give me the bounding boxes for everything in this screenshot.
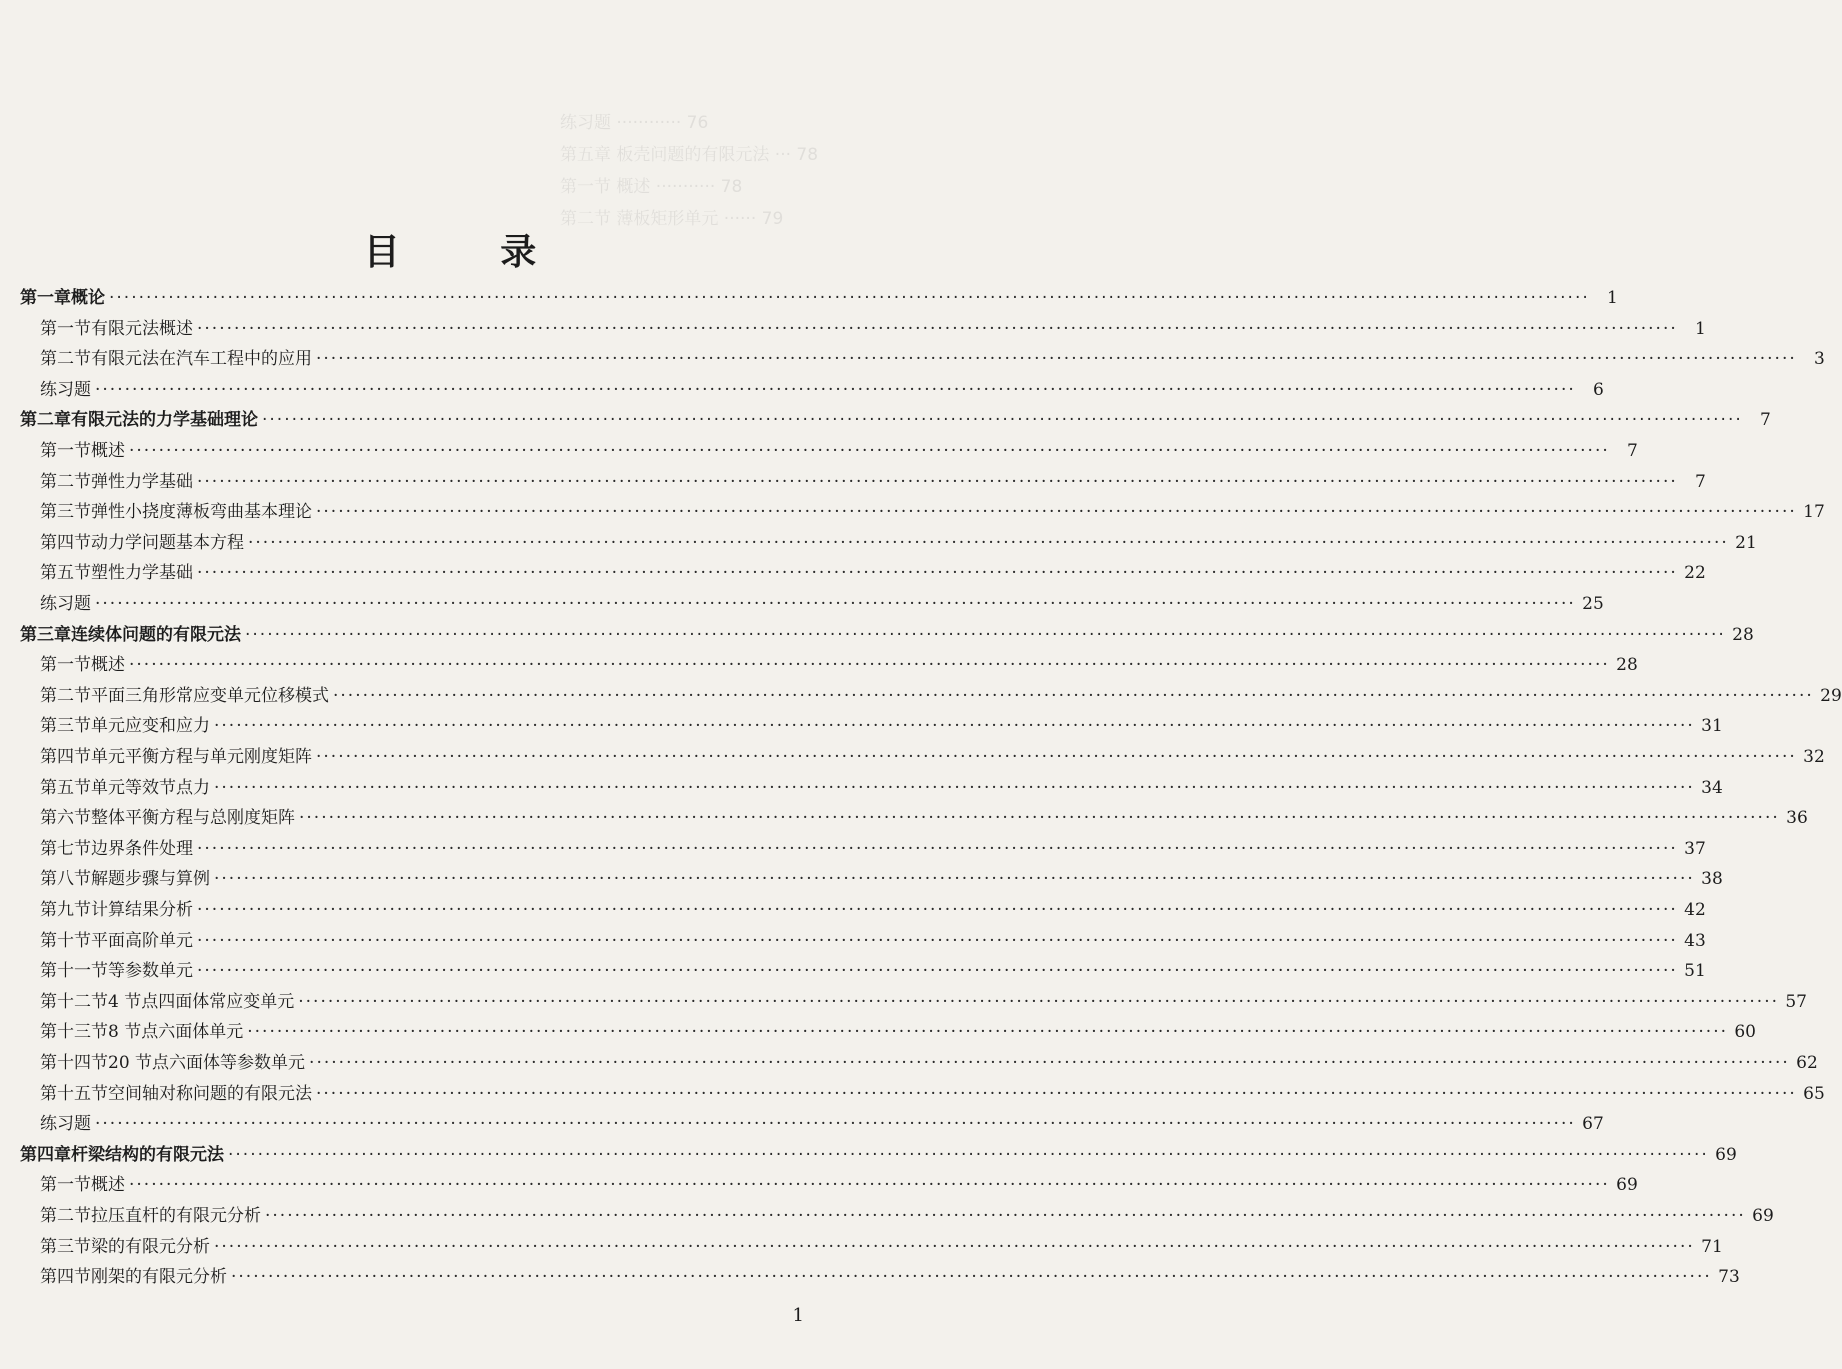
entry-number: 第四节 — [40, 1267, 91, 1288]
entry-number: 第十一节 — [40, 961, 108, 982]
entry-title: 单元平衡方程与单元刚度矩阵 — [91, 747, 312, 767]
entry-number: 第一节 — [40, 1175, 91, 1196]
entry-number: 第三节 — [40, 716, 91, 737]
toc-chapter-entry[interactable] — [20, 284, 1618, 312]
entry-page-number: 51 — [1684, 961, 1706, 982]
entry-number: 第十三节 — [40, 1022, 108, 1043]
entry-number: 第十二节 — [40, 991, 108, 1012]
toc-chapter-entry[interactable] — [20, 406, 1771, 434]
toc-section-entry[interactable] — [40, 896, 1706, 924]
dot-leader: ········································································································································································································ — [247, 1022, 1728, 1043]
dot-leader: ········································································································································································································ — [197, 961, 1678, 982]
entry-page-number: 25 — [1582, 594, 1604, 614]
entry-page-number: 31 — [1701, 716, 1723, 737]
toc-chapter-entry[interactable] — [20, 621, 1754, 649]
entry-page-number: 42 — [1684, 900, 1706, 920]
entry-page-number: 3 — [1813, 349, 1825, 370]
entry-page-number: 43 — [1684, 930, 1706, 951]
entry-page-number: 38 — [1701, 869, 1723, 890]
entry-title: 杆梁结构的有限元法 — [71, 1144, 224, 1165]
entry-number: 第二节 — [40, 349, 91, 370]
entry-number: 第二章 — [20, 410, 71, 431]
entry-number: 第九节 — [40, 900, 91, 920]
toc-exercise-entry[interactable] — [40, 1110, 1604, 1138]
toc-section-entry[interactable] — [40, 1171, 1638, 1199]
entry-number: 第四章 — [20, 1144, 71, 1165]
entry-number: 第八节 — [40, 869, 91, 890]
entry-number: 第二节 — [40, 471, 91, 492]
entry-title: 平面高阶单元 — [91, 930, 193, 951]
toc-section-entry[interactable] — [40, 835, 1706, 863]
toc-section-entry[interactable] — [40, 927, 1706, 955]
entry-page-number: 37 — [1684, 838, 1706, 859]
toc-section-entry[interactable] — [40, 865, 1723, 893]
toc-section-entry[interactable] — [40, 1049, 1818, 1077]
toc-section-entry[interactable] — [40, 804, 1808, 832]
entry-page-number: 67 — [1582, 1114, 1604, 1135]
dot-leader: ········································································································································································································ — [197, 563, 1678, 584]
entry-page-number: 65 — [1803, 1083, 1825, 1104]
entry-number: 第五节 — [40, 563, 91, 584]
entry-title: 概述 — [91, 441, 125, 461]
entry-page-number: 17 — [1803, 502, 1825, 523]
entry-number: 第十五节 — [40, 1083, 108, 1104]
toc-section-entry[interactable] — [40, 743, 1825, 771]
dot-leader: ········································································································································································································ — [109, 288, 1590, 308]
toc-chapter-entry[interactable] — [20, 1141, 1737, 1169]
dot-leader: ········································································································································································································ — [197, 900, 1678, 920]
entry-page-number: 60 — [1734, 1022, 1756, 1043]
entry-number: 第三章 — [20, 624, 71, 645]
toc-section-entry[interactable] — [40, 468, 1706, 496]
dot-leader: ········································································································································································································ — [95, 1114, 1576, 1135]
toc-section-entry[interactable] — [40, 498, 1825, 526]
dot-leader: ········································································································································································································ — [333, 685, 1814, 706]
dot-leader: ········································································································································································································ — [316, 502, 1797, 523]
dot-leader: ········································································································································································································ — [197, 318, 1678, 339]
dot-leader: ········································································································································································································ — [228, 1144, 1709, 1165]
entry-title: 等参数单元 — [108, 961, 193, 982]
entry-number: 第二节 — [40, 685, 91, 706]
dot-leader: ········································································································································································································ — [309, 1053, 1790, 1073]
entry-title: 单元等效节点力 — [91, 777, 210, 798]
toc-section-entry[interactable] — [40, 1233, 1723, 1261]
entry-number: 第一节 — [40, 318, 91, 339]
entry-page-number: 1 — [1606, 288, 1618, 308]
entry-title: 有限元法在汽车工程中的应用 — [91, 349, 312, 370]
dot-leader: ········································································································································································································ — [129, 1175, 1610, 1196]
entry-title: 概论 — [71, 288, 105, 308]
entry-number: 第五节 — [40, 777, 91, 798]
show-through-text: 第二节 薄板矩形单元 ······ 79 — [560, 209, 784, 229]
toc-section-entry[interactable] — [40, 682, 1842, 710]
entry-title: 平面三角形常应变单元位移模式 — [91, 685, 329, 706]
entry-title: 动力学问题基本方程 — [91, 532, 244, 553]
toc-exercise-entry[interactable] — [40, 590, 1604, 618]
toc-section-entry[interactable] — [40, 529, 1757, 557]
toc-section-entry[interactable] — [40, 1263, 1740, 1291]
entry-number: 第一章 — [20, 288, 71, 308]
entry-page-number: 22 — [1684, 563, 1706, 584]
entry-title: 4 节点四面体常应变单元 — [108, 991, 295, 1012]
dot-leader: ········································································································································································································ — [95, 594, 1576, 614]
entry-title: 整体平衡方程与总刚度矩阵 — [91, 808, 295, 829]
toc-exercise-entry[interactable] — [40, 376, 1604, 404]
dot-leader: ········································································································································································································ — [248, 532, 1729, 553]
page-title: 目 录 — [363, 231, 581, 273]
entry-number: 第三节 — [40, 1236, 91, 1257]
entry-page-number: 7 — [1626, 441, 1638, 461]
entry-title: 弹性小挠度薄板弯曲基本理论 — [91, 502, 312, 523]
entry-page-number: 69 — [1752, 1206, 1774, 1226]
page-number: 1 — [792, 1305, 804, 1326]
dot-leader: ········································································································································································································ — [214, 1236, 1695, 1257]
dot-leader: ········································································································································································································ — [316, 1083, 1797, 1104]
entry-title: 空间轴对称问题的有限元法 — [108, 1083, 312, 1104]
dot-leader: ········································································································································································································ — [214, 777, 1695, 798]
dot-leader: ········································································································································································································ — [214, 716, 1695, 737]
entry-page-number: 6 — [1592, 379, 1604, 400]
entry-title: 练习题 — [40, 1114, 91, 1135]
entry-page-number: 71 — [1701, 1236, 1723, 1257]
entry-page-number: 21 — [1735, 532, 1757, 553]
toc-section-entry[interactable] — [40, 774, 1723, 802]
entry-number: 第一节 — [40, 441, 91, 461]
dot-leader: ········································································································································································································ — [95, 379, 1576, 400]
entry-title: 练习题 — [40, 594, 91, 614]
entry-page-number: 28 — [1732, 624, 1754, 645]
entry-title: 弹性力学基础 — [91, 471, 193, 492]
toc-section-entry[interactable] — [40, 1080, 1825, 1108]
toc-section-entry[interactable] — [40, 1018, 1756, 1046]
toc-section-entry[interactable] — [40, 988, 1807, 1016]
entry-page-number: 28 — [1616, 655, 1638, 676]
dot-leader: ········································································································································································································ — [316, 349, 1797, 370]
entry-page-number: 69 — [1715, 1144, 1737, 1165]
entry-title: 单元应变和应力 — [91, 716, 210, 737]
entry-page-number: 29 — [1820, 685, 1842, 706]
dot-leader: ········································································································································································································ — [265, 1206, 1746, 1226]
entry-page-number: 34 — [1701, 777, 1723, 798]
entry-title: 练习题 — [40, 379, 91, 400]
toc-section-entry[interactable] — [40, 1202, 1774, 1230]
toc-section-entry[interactable] — [40, 315, 1706, 343]
entry-title: 概述 — [91, 1175, 125, 1196]
entry-number: 第二节 — [40, 1206, 91, 1226]
entry-page-number: 1 — [1694, 318, 1706, 339]
entry-title: 概述 — [91, 655, 125, 676]
entry-page-number: 36 — [1786, 808, 1808, 829]
entry-number: 第十节 — [40, 930, 91, 951]
toc-section-entry[interactable] — [40, 559, 1706, 587]
toc-section-entry[interactable] — [40, 437, 1638, 465]
dot-leader: ········································································································································································································ — [262, 410, 1743, 431]
dot-leader: ········································································································································································································ — [231, 1267, 1712, 1288]
entry-title: 有限元法的力学基础理论 — [71, 410, 258, 431]
show-through-text: 练习题 ············ 76 — [560, 113, 709, 133]
entry-title: 计算结果分析 — [91, 900, 193, 920]
entry-title: 解题步骤与算例 — [91, 869, 210, 890]
dot-leader: ········································································································································································································ — [299, 808, 1780, 829]
entry-title: 连续体问题的有限元法 — [71, 624, 241, 645]
entry-number: 第四节 — [40, 532, 91, 553]
toc-section-entry[interactable] — [40, 957, 1706, 985]
entry-page-number: 62 — [1796, 1053, 1818, 1073]
entry-title: 边界条件处理 — [91, 838, 193, 859]
dot-leader: ········································································································································································································ — [316, 747, 1797, 767]
entry-page-number: 69 — [1616, 1175, 1638, 1196]
entry-title: 有限元法概述 — [91, 318, 193, 339]
entry-number: 第三节 — [40, 502, 91, 523]
entry-title: 塑性力学基础 — [91, 563, 193, 584]
dot-leader: ········································································································································································································ — [214, 869, 1695, 890]
entry-title: 梁的有限元分析 — [91, 1236, 210, 1257]
dot-leader: ········································································································································································································ — [129, 441, 1610, 461]
dot-leader: ········································································································································································································ — [197, 930, 1678, 951]
entry-title: 拉压直杆的有限元分析 — [91, 1206, 261, 1226]
entry-title: 刚架的有限元分析 — [91, 1267, 227, 1288]
show-through-text: 第五章 板壳问题的有限元法 ··· 78 — [560, 145, 819, 165]
entry-page-number: 32 — [1803, 747, 1825, 767]
entry-page-number: 73 — [1718, 1267, 1740, 1288]
entry-page-number: 57 — [1785, 991, 1807, 1012]
entry-title: 20 节点六面体等参数单元 — [108, 1053, 306, 1073]
entry-page-number: 7 — [1759, 410, 1771, 431]
dot-leader: ········································································································································································································ — [197, 471, 1678, 492]
entry-number: 第七节 — [40, 838, 91, 859]
entry-page-number: 7 — [1694, 471, 1706, 492]
entry-number: 第四节 — [40, 747, 91, 767]
entry-number: 第一节 — [40, 655, 91, 676]
entry-number: 第六节 — [40, 808, 91, 829]
toc-section-entry[interactable] — [40, 345, 1825, 373]
toc-section-entry[interactable] — [40, 651, 1638, 679]
show-through-text: 第一节 概述 ··········· 78 — [560, 177, 743, 197]
entry-title: 8 节点六面体单元 — [108, 1022, 244, 1043]
dot-leader: ········································································································································································································ — [298, 991, 1779, 1012]
dot-leader: ········································································································································································································ — [197, 838, 1678, 859]
toc-section-entry[interactable] — [40, 712, 1723, 740]
entry-number: 第十四节 — [40, 1053, 108, 1073]
dot-leader: ········································································································································································································ — [245, 624, 1726, 645]
dot-leader: ········································································································································································································ — [129, 655, 1610, 676]
